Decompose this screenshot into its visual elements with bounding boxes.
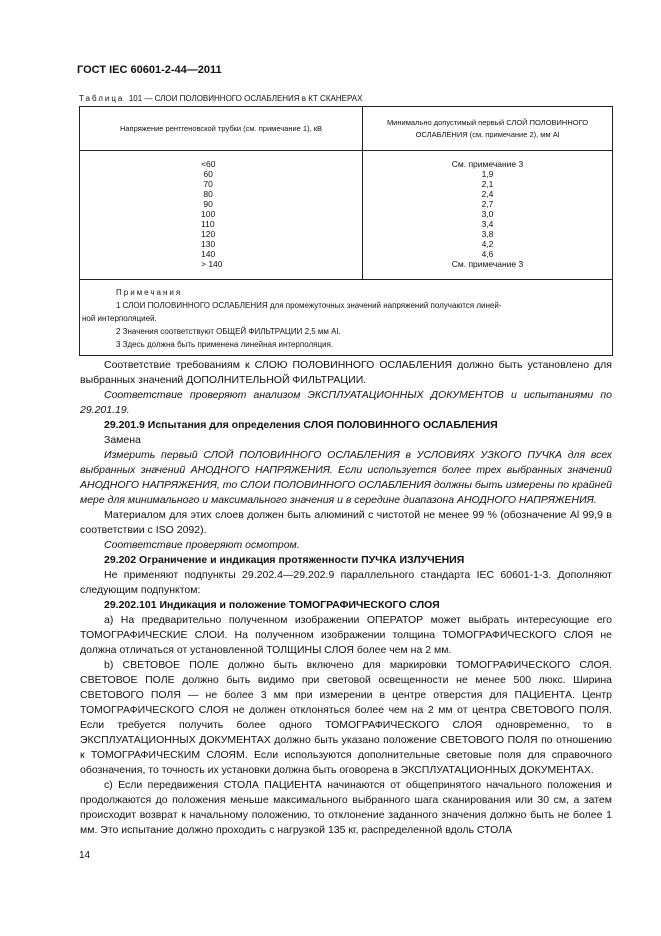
hvl-value: 2,4 bbox=[481, 189, 494, 199]
paragraph: c) Если передвижения СТОЛА ПАЦИЕНТА начинаются от общепринятого начального положения и продолжаются до положения меньше максимального выбранного шага сканирования или 30 см, а затем происходит возврат к начальному положению, то отклонение заданного значения должно быть не более 1 мм. Это испытание должно проходить с нагрузкой 135 кг, распределенной вдоль СТОЛА bbox=[80, 779, 612, 836]
hvl-table bbox=[79, 106, 613, 356]
hvl-value: 4,2 bbox=[481, 239, 494, 249]
paragraph: Замена bbox=[104, 434, 141, 446]
note-1-continuation: ной интерполяцией. bbox=[82, 314, 157, 323]
note-1: 1 СЛОИ ПОЛОВИННОГО ОСЛАБЛЕНИЯ для промежуточных значений напряжений получаются линей- bbox=[116, 301, 502, 310]
voltage-value: <60 bbox=[201, 159, 216, 169]
column-header-hvl: Минимально допустимый первый СЛОЙ ПОЛОВИННОГО ОСЛАБЛЕНИЯ (см. примечание 2), мм Al bbox=[363, 107, 613, 151]
voltage-value: 130 bbox=[201, 239, 216, 249]
hvl-value: См. примечание 3 bbox=[451, 259, 524, 269]
voltage-value: 110 bbox=[201, 219, 215, 229]
hvl-value: 1,9 bbox=[481, 169, 494, 179]
section-heading: 29.202 Ограничение и индикация протяженности ПУЧКА ИЗЛУЧЕНИЯ bbox=[104, 554, 465, 566]
hvl-value: См. примечание 3 bbox=[451, 159, 524, 169]
body-text bbox=[80, 358, 612, 838]
voltage-column bbox=[80, 151, 363, 280]
paragraph: b) СВЕТОВОЕ ПОЛЕ должно быть включено для маркировки ТОМОГРАФИЧЕСКОГО СЛОЯ. СВЕТОВОЕ ПОЛЕ должно быть видимо при световой освещенности не менее 500 люкс. Ширина СВЕТОВОГО ПОЛЯ — не более 3 мм при измерении в центре отверстия для ПАЦИЕНТА. Центр ТОМОГРАФИЧЕСКОГО СЛОЯ не должен отклоняться более чем на 2 мм от центра СВЕТОВОГО ПОЛЯ. Если требуется получить более одного ТОМОГРАФИЧЕСКОГО СЛОЯ одновременно, то в ЭКСПЛУАТАЦИОННЫХ ДОКУМЕНТАХ должно быть указано положение СВЕТОВОГО ПОЛЯ по отношению к ТОМОГРАФИЧЕСКИМ СЛОЯМ. Если используются дополнительные световые поля для справочного обозначения, то точность их установки должна быть оговорена в ЭКСПЛУАТАЦИОННЫХ ДОКУМЕНТАХ. bbox=[80, 659, 612, 776]
hvl-value: 3,8 bbox=[481, 229, 494, 239]
document-header: ГОСТ IEC 60601-2-44—2011 bbox=[77, 64, 222, 76]
table-caption-title: 101 — СЛОИ ПОЛОВИННОГО ОСЛАБЛЕНИЯ в КТ СКАНЕРАХ bbox=[128, 94, 363, 103]
column-header-voltage: Напряжение рентгеновской трубки (см. примечание 1), кВ bbox=[80, 107, 363, 151]
hvl-value: 4,6 bbox=[481, 249, 494, 259]
paragraph: a) На предварительно полученном изображении ОПЕРАТОР может выбрать интересующие его ТОМОГРАФИЧЕСКИЕ СЛОИ. На полученном изображении толщина ТОМОГРАФИЧЕСКОГО СЛОЯ не должна отличаться от установленной ТОЛЩИНЫ СЛОЯ более чем на 2 мм. bbox=[80, 614, 612, 656]
paragraph: Соответствие требованиям к СЛОЮ ПОЛОВИННОГО ОСЛАБЛЕНИЯ должно быть установлено для выбранных значений ДОПОЛНИТЕЛЬНОЙ ФИЛЬТРАЦИИ. bbox=[80, 359, 612, 386]
hvl-value: 3,4 bbox=[481, 219, 494, 229]
note-3: 3 Здесь должна быть применена линейная интерполяция. bbox=[116, 340, 334, 349]
paragraph: Измерить первый СЛОЙ ПОЛОВИННОГО ОСЛАБЛЕНИЯ в УСЛОВИЯХ УЗКОГО ПУЧКА для всех выбранных значений АНОДНОГО НАПРЯЖЕНИЯ. Если используется более трех выбранных значений АНОДНОГО НАПРЯЖЕНИЯ, то СЛОИ ПОЛОВИННОГО ОСЛАБЛЕНИЯ должны быть измерены по крайней мере для минимального и максимального значения и в середине диапазона АНОДНОГО НАПРЯЖЕНИЯ. bbox=[80, 449, 612, 506]
hvl-value: 3,0 bbox=[481, 209, 494, 219]
page-number: 14 bbox=[79, 850, 91, 861]
table-notes bbox=[80, 280, 613, 356]
paragraph: Материалом для этих слоев должен быть алюминий с чистотой не менее 99 % (обозначение Al 99,9 в соответствии с ISO 2092). bbox=[80, 509, 612, 536]
section-heading: 29.201.9 Испытания для определения СЛОЯ ПОЛОВИННОГО ОСЛАБЛЕНИЯ bbox=[104, 419, 498, 431]
voltage-value: 90 bbox=[201, 199, 213, 209]
voltage-value: 100 bbox=[201, 209, 216, 219]
voltage-value: 120 bbox=[201, 229, 216, 239]
hvl-value: 2,7 bbox=[481, 199, 494, 209]
hvl-value: 2,1 bbox=[481, 179, 494, 189]
compliance-paragraph: Соответствие проверяют осмотром. bbox=[104, 539, 300, 551]
paragraph: Не применяют подпункты 29.202.4—29.202.9 параллельного стандарта IEC 60601-1-3. Дополняют следующим подпунктом: bbox=[80, 569, 612, 596]
voltage-value: 70 bbox=[201, 179, 213, 189]
notes-title: Примечания bbox=[116, 288, 183, 297]
voltage-value: > 140 bbox=[201, 259, 223, 269]
compliance-paragraph: Соответствие проверяют анализом ЭКСПЛУАТАЦИОННЫХ ДОКУМЕНТОВ и испытаниями по 29.201.19. bbox=[80, 389, 612, 416]
note-2: 2 Значения соответствуют ОБЩЕЙ ФИЛЬТРАЦИИ 2,5 мм Al. bbox=[116, 327, 341, 336]
table-caption-word: Таблица bbox=[79, 94, 125, 103]
section-heading: 29.202.101 Индикация и положение ТОМОГРАФИЧЕСКОГО СЛОЯ bbox=[104, 599, 440, 611]
voltage-value: 140 bbox=[201, 249, 216, 259]
table-caption bbox=[79, 94, 362, 103]
voltage-value: 80 bbox=[201, 189, 213, 199]
hvl-column bbox=[363, 151, 613, 280]
voltage-value: 60 bbox=[201, 169, 213, 179]
